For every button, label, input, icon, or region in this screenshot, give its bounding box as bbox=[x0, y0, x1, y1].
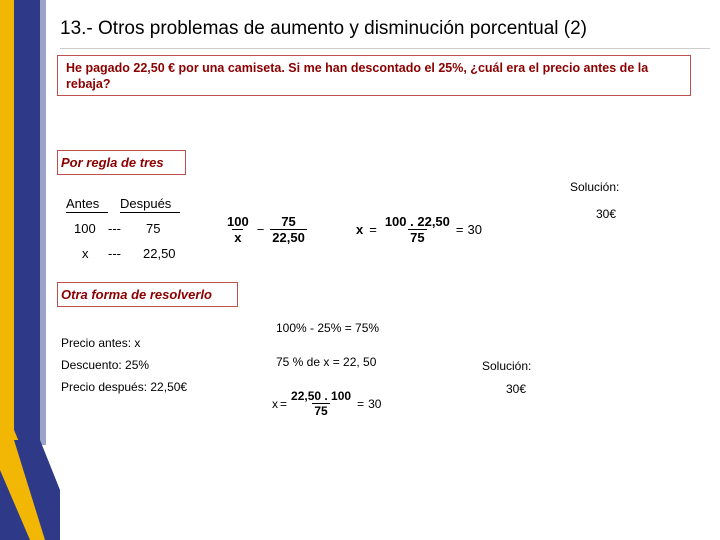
m1-eq-result: 30 bbox=[467, 222, 482, 237]
m2-eq-den: 75 bbox=[314, 404, 328, 418]
row1-before: 100 bbox=[74, 221, 96, 236]
method2-solution-value: 30€ bbox=[506, 382, 527, 396]
m1-eq-num: 100 . 22,50 bbox=[384, 214, 450, 229]
m1-eq-sign: = bbox=[369, 222, 377, 237]
m1-eq-den: 75 bbox=[410, 230, 425, 245]
proportion-left-den: x bbox=[234, 230, 242, 245]
row2-separator: --- bbox=[108, 246, 121, 261]
row2-before: x bbox=[82, 246, 89, 261]
row2-after: 22,50 bbox=[143, 246, 176, 261]
method2-equation bbox=[272, 389, 381, 418]
percent-line: 100% - 25% = 75% bbox=[276, 321, 380, 335]
m2-eq-sign: = bbox=[280, 396, 288, 411]
header-before: Antes bbox=[66, 196, 100, 211]
title-divider bbox=[60, 48, 710, 49]
m1-eq-sign2: = bbox=[455, 222, 464, 237]
price-before: Precio antes: x bbox=[61, 336, 141, 350]
m1-eq-fraction bbox=[383, 214, 452, 245]
method2-solution-label: Solución: bbox=[482, 359, 532, 373]
relation-line: 75 % de x = 22, 50 bbox=[276, 355, 377, 369]
m2-eq-num: 22,50 . 100 bbox=[291, 389, 352, 403]
header-before-underline bbox=[66, 212, 108, 213]
method2-label: Otra forma de resolverlo bbox=[57, 282, 238, 307]
decorative-left-strip bbox=[0, 0, 60, 540]
method1-solution-label: Solución: bbox=[570, 180, 620, 194]
m2-eq-result: 30 bbox=[368, 396, 382, 411]
method1-equation bbox=[356, 214, 482, 245]
m1-eq-var: x bbox=[356, 222, 364, 237]
proportion-left-fraction bbox=[225, 214, 251, 245]
proportion-right-num: 75 bbox=[281, 214, 296, 229]
header-after-underline bbox=[120, 212, 180, 213]
method1-label: Por regla de tres bbox=[57, 150, 186, 175]
slide-title: 13.- Otros problemas de aumento y disminución porcentual (2) bbox=[60, 18, 587, 39]
problem-statement: He pagado 22,50 € por una camiseta. Si me han descontado el 25%, ¿cuál era el precio antes de la rebaja? bbox=[57, 55, 691, 96]
row1-separator: --- bbox=[108, 221, 121, 236]
method1-solution-value: 30€ bbox=[596, 207, 617, 221]
proportion-right-den: 22,50 bbox=[272, 230, 305, 245]
discount: Descuento: 25% bbox=[61, 358, 150, 372]
proportion-equation bbox=[225, 214, 307, 245]
m2-eq-var: x bbox=[272, 396, 278, 411]
proportion-left-num: 100 bbox=[227, 214, 249, 229]
header-after: Después bbox=[120, 196, 172, 211]
m2-eq-sign2: = bbox=[357, 396, 365, 411]
row1-after: 75 bbox=[146, 221, 161, 236]
proportion-right-fraction bbox=[270, 214, 307, 245]
proportion-dash: − bbox=[256, 222, 265, 237]
price-after: Precio después: 22,50€ bbox=[61, 380, 188, 394]
m2-eq-fraction bbox=[289, 389, 353, 418]
